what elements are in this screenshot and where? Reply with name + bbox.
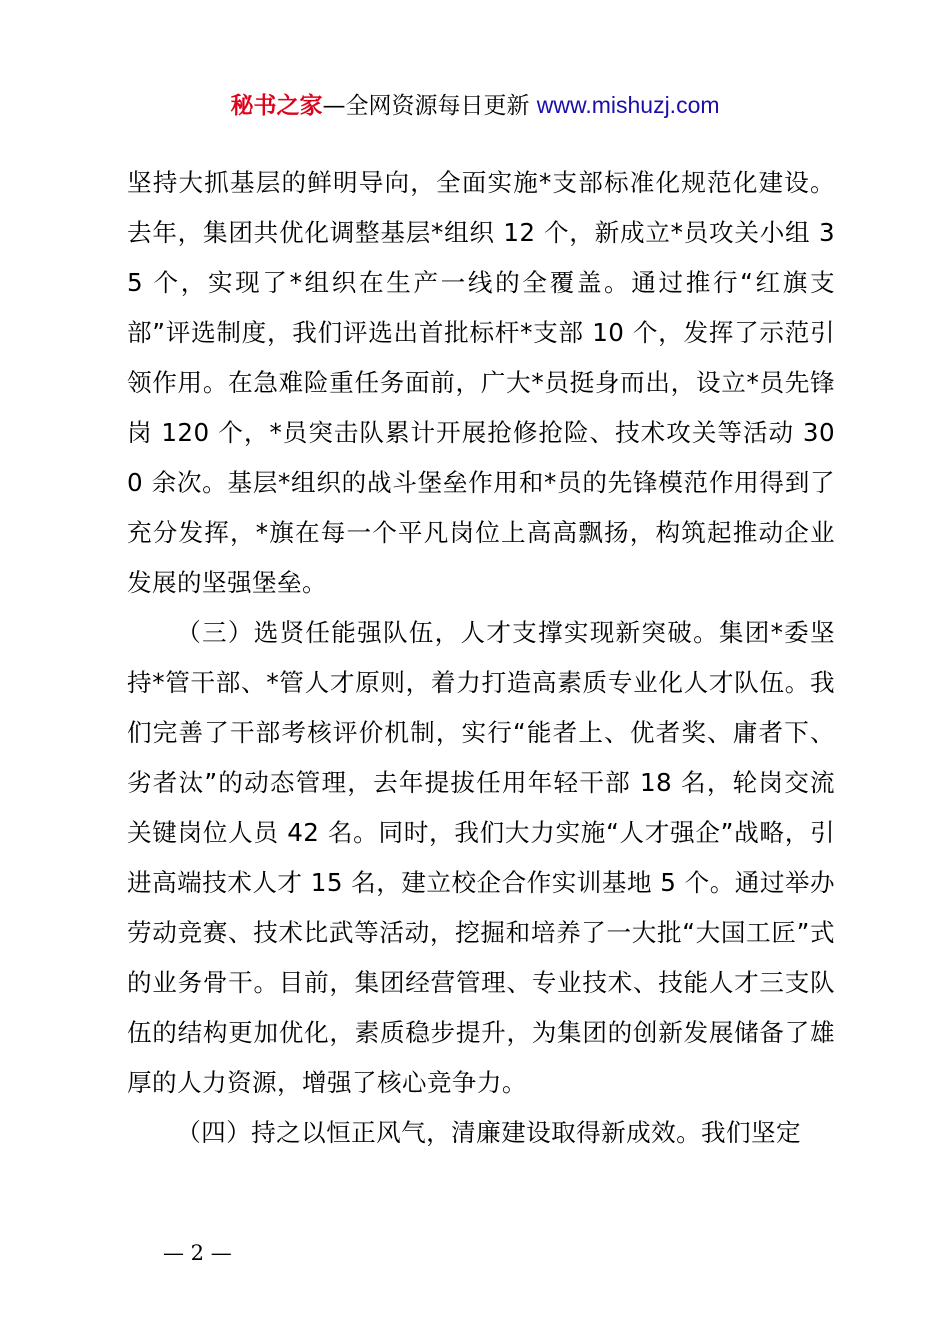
site-brand: 秘书之家 bbox=[230, 93, 323, 119]
site-url-link[interactable]: www.mishuzj.com bbox=[536, 92, 720, 118]
paragraph: （四）持之以恒正风气，清廉建设取得新成效。我们坚定 bbox=[176, 1118, 802, 1147]
paragraph: （三）选贤任能强队伍，人才支撑实现新突破。集团*委坚持*管干部、*管人才原则，着力打造高素质专业化人才队伍。我们完善了干部考核评价机制，实行“能者上、优者奖、庸者下、劣者汰”的动态管理，去年提拔任用年轻干部 18 名，轮岗交流关键岗位人员 42 名。同时，我们大力实施“人才强企”战略，引进高端技术人才 15 名，建立校企合作实训基地 5 个。通过举办劳动竞赛、技术比武等活动，挖掘和培养了一大批“大国工匠”式的业务骨干。目前，集团经营管理、专业技术、技能人才三支队伍的结构更加优化，素质稳步提升，为集团的创新发展储备了雄厚的人力资源，增强了核心竞争力。 bbox=[127, 618, 835, 1097]
paragraph: 坚持大抓基层的鲜明导向，全面实施*支部标准化规范化建设。去年，集团共优化调整基层*组织 12 个，新成立*员攻关小组 35 个，实现了*组织在生产一线的全覆盖。通过推行“红旗支部”评选制度，我们评选出首批标杆*支部 10 个，发挥了示范引领作用。在急难险重任务面前，广大*员挺身而出，设立*员先锋岗 120 个，*员突击队累计开展抢修抢险、技术攻关等活动 300 余次。基层*组织的战斗堡垒作用和*员的先锋模范作用得到了充分发挥，*旗在每一个平凡岗位上高高飘扬，构筑起推动企业发展的坚强堡垒。 bbox=[127, 168, 835, 597]
page-number: — 2 — bbox=[163, 1241, 232, 1265]
site-tagline: —全网资源每日更新 bbox=[322, 93, 537, 119]
page-header bbox=[0, 88, 950, 123]
document-body bbox=[127, 158, 835, 1158]
